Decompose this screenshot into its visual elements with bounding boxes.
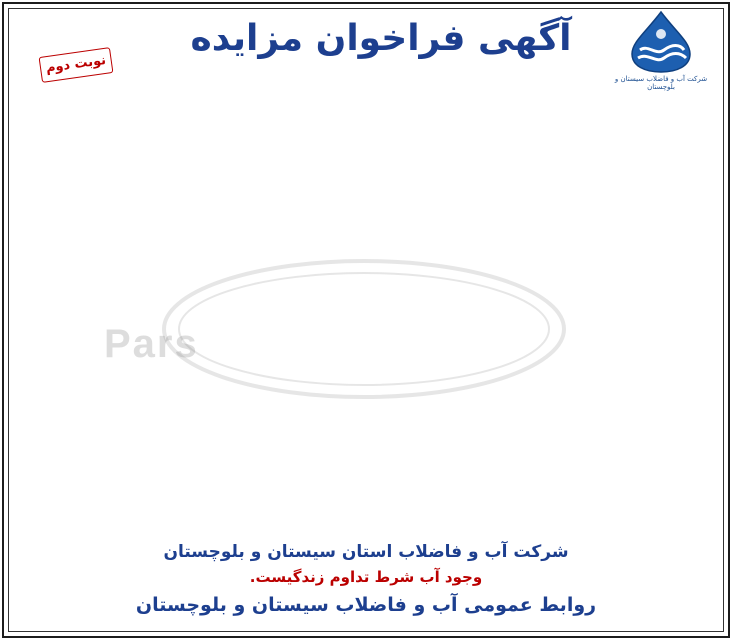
company-logo <box>606 10 716 98</box>
footer-company-name: شرکت آب و فاضلاب استان سیستان و بلوچستان <box>163 542 569 562</box>
notice-page <box>2 2 730 638</box>
notice-body <box>18 94 714 534</box>
page-title: آگهی فراخوان مزایده <box>190 18 572 59</box>
footer-public-relations: روابط عمومی آب و فاضلاب سیستان و بلوچستان <box>135 594 597 616</box>
logo-caption: شرکت آب و فاضلاب سیستان و بلوچستان <box>614 75 708 91</box>
round-badge: نوبت دوم <box>39 47 114 83</box>
watermark-text: Pars <box>104 322 199 366</box>
footer-slogan: وجود آب شرط تداوم زندگیست. <box>249 568 483 586</box>
footer <box>24 540 708 636</box>
water-drop-logo-icon <box>626 10 696 74</box>
